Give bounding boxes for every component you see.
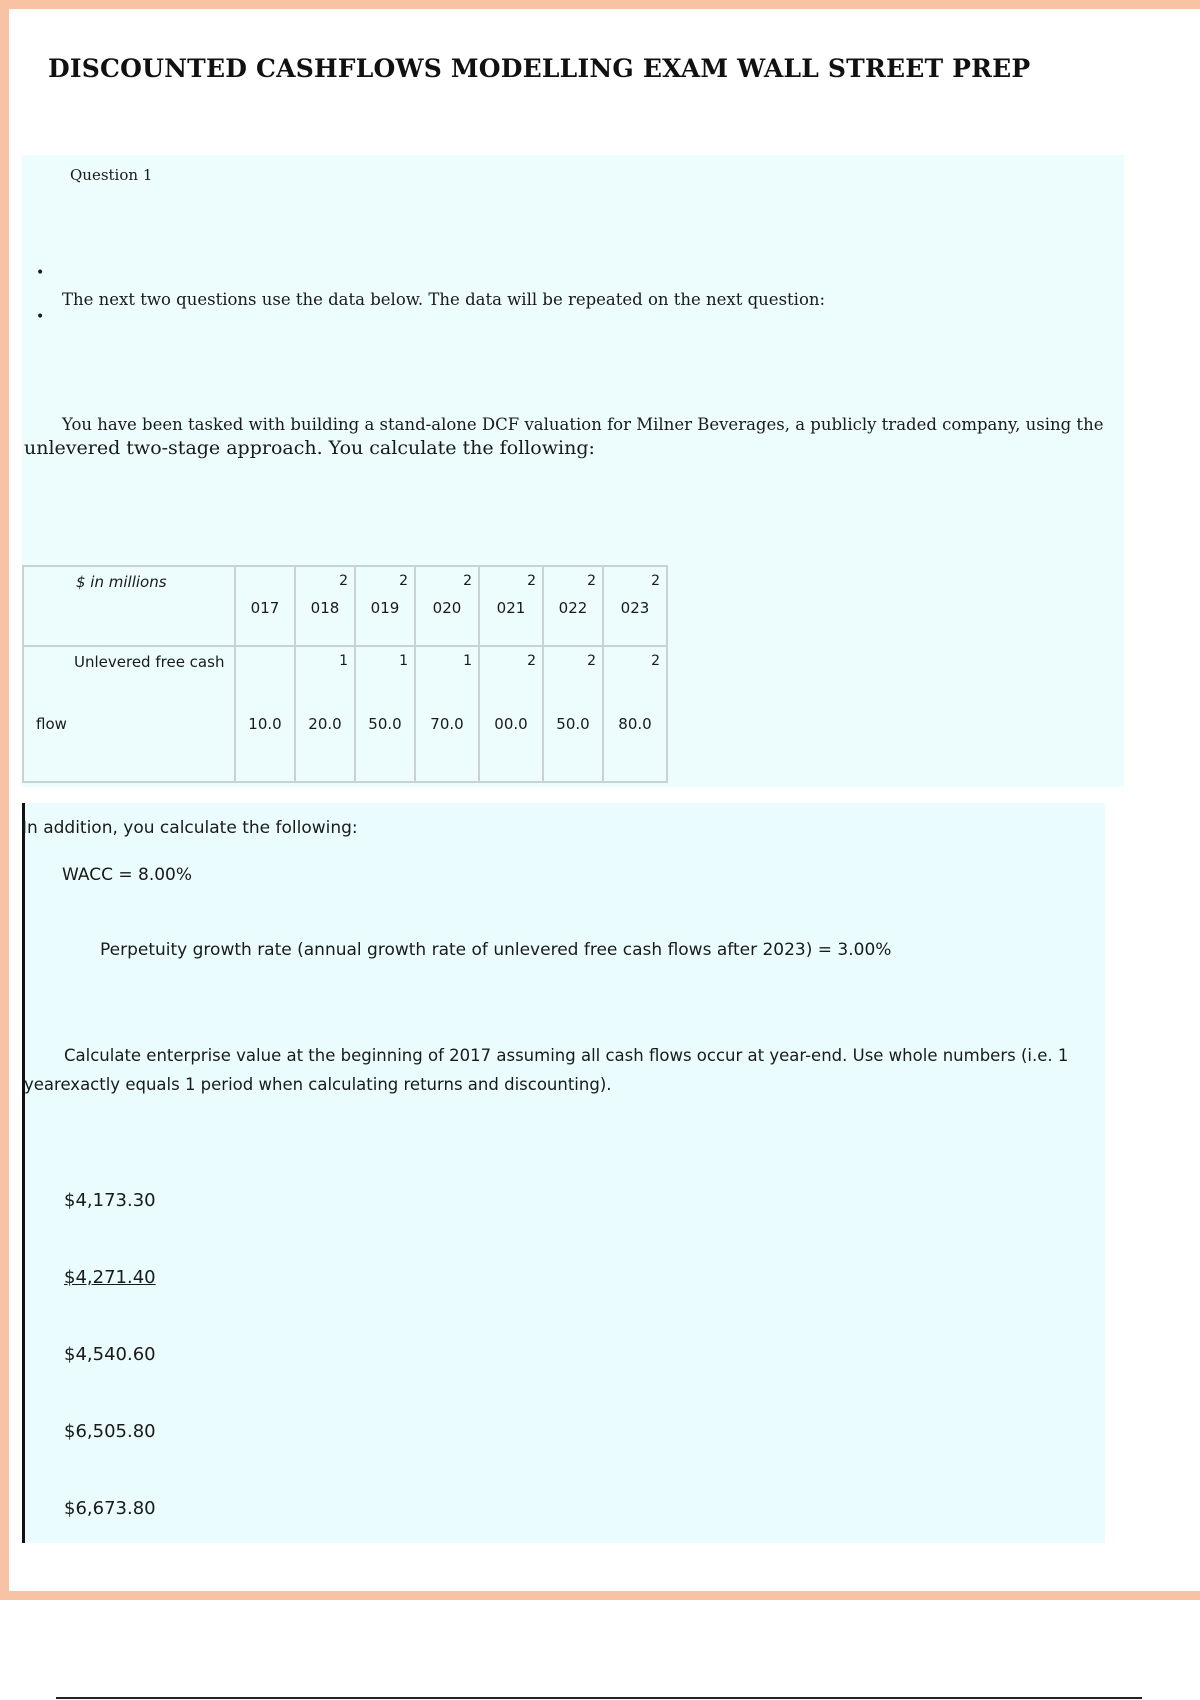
- cashflow-value: 50.0: [368, 715, 402, 733]
- instruction-line2: yearexactly equals 1 period when calculating returns and discounting).: [24, 1075, 612, 1094]
- bullet-icon: •: [36, 309, 45, 325]
- row-label: Unlevered free cash: [74, 653, 225, 671]
- answer-option-1[interactable]: $4,173.30: [64, 1190, 156, 1211]
- year-value: 018: [310, 599, 340, 617]
- cashflow-cell: 1 20.0: [295, 646, 355, 782]
- cashflow-value: 50.0: [556, 715, 590, 733]
- year-cell: 2 023: [603, 566, 667, 646]
- page-title: DISCOUNTED CASHFLOWS MODELLING EXAM WALL STREET PREP: [48, 54, 1031, 83]
- row-label-cell: [23, 646, 235, 782]
- year-cell: 2 021: [479, 566, 543, 646]
- cashflow-value: 80.0: [618, 715, 652, 733]
- row-label-cont: flow: [36, 715, 67, 733]
- perpetuity-growth-text: Perpetuity growth rate (annual growth rate of unlevered free cash flows after 2023) = 3.00%: [100, 940, 892, 960]
- cashflow-table: [22, 565, 668, 783]
- cashflow-cell: 2 80.0: [603, 646, 667, 782]
- cashflow-value: 20.0: [308, 715, 342, 733]
- cashflow-cell: 2 50.0: [543, 646, 603, 782]
- year-value: 021: [496, 599, 526, 617]
- answer-option-4[interactable]: $6,505.80: [64, 1421, 156, 1442]
- cashflow-cell: 1 70.0: [415, 646, 479, 782]
- cashflow-value: 70.0: [430, 715, 464, 733]
- year-value: 017: [250, 599, 280, 617]
- cashflow-cell: 1 50.0: [355, 646, 415, 782]
- cashflow-value: 00.0: [494, 715, 528, 733]
- year-cell: 2 019: [355, 566, 415, 646]
- year-cell: [235, 566, 295, 646]
- addition-text: In addition, you calculate the following:: [22, 818, 358, 838]
- year-cell: 2 020: [415, 566, 479, 646]
- footer-divider: [56, 1697, 1142, 1699]
- wacc-text: WACC = 8.00%: [62, 865, 193, 885]
- answer-option-3[interactable]: $4,540.60: [64, 1344, 156, 1365]
- year-cell: 2 022: [543, 566, 603, 646]
- year-cell: 2 018: [295, 566, 355, 646]
- instruction-line1: Calculate enterprise value at the beginning of 2017 assuming all cash flows occur at year-end. Use whole numbers (i.e. 1: [64, 1046, 1069, 1065]
- year-value: 022: [558, 599, 588, 617]
- table-row-years: [23, 566, 667, 646]
- year-value: 019: [370, 599, 400, 617]
- year-value: 023: [620, 599, 650, 617]
- task-text-line1: You have been tasked with building a stand-alone DCF valuation for Milner Beverages, a publicly traded company, using the: [62, 415, 1104, 434]
- cashflow-value: 10.0: [248, 715, 282, 733]
- answer-option-2-selected[interactable]: $4,271.40: [64, 1267, 156, 1288]
- addition-panel: [22, 803, 1105, 1543]
- cashflow-cell: 2 00.0: [479, 646, 543, 782]
- table-row-cashflow: [23, 646, 667, 782]
- table-header-cell: [23, 566, 235, 646]
- cashflow-cell: [235, 646, 295, 782]
- unit-label: $ in millions: [76, 573, 167, 591]
- answer-option-5[interactable]: $6,673.80: [64, 1498, 156, 1519]
- bullet-icon: •: [36, 265, 45, 281]
- intro-text: The next two questions use the data below. The data will be repeated on the next question:: [62, 290, 826, 309]
- year-value: 020: [432, 599, 462, 617]
- task-text-line2: unlevered two-stage approach. You calculate the following:: [24, 437, 595, 459]
- question-label: Question 1: [70, 166, 153, 184]
